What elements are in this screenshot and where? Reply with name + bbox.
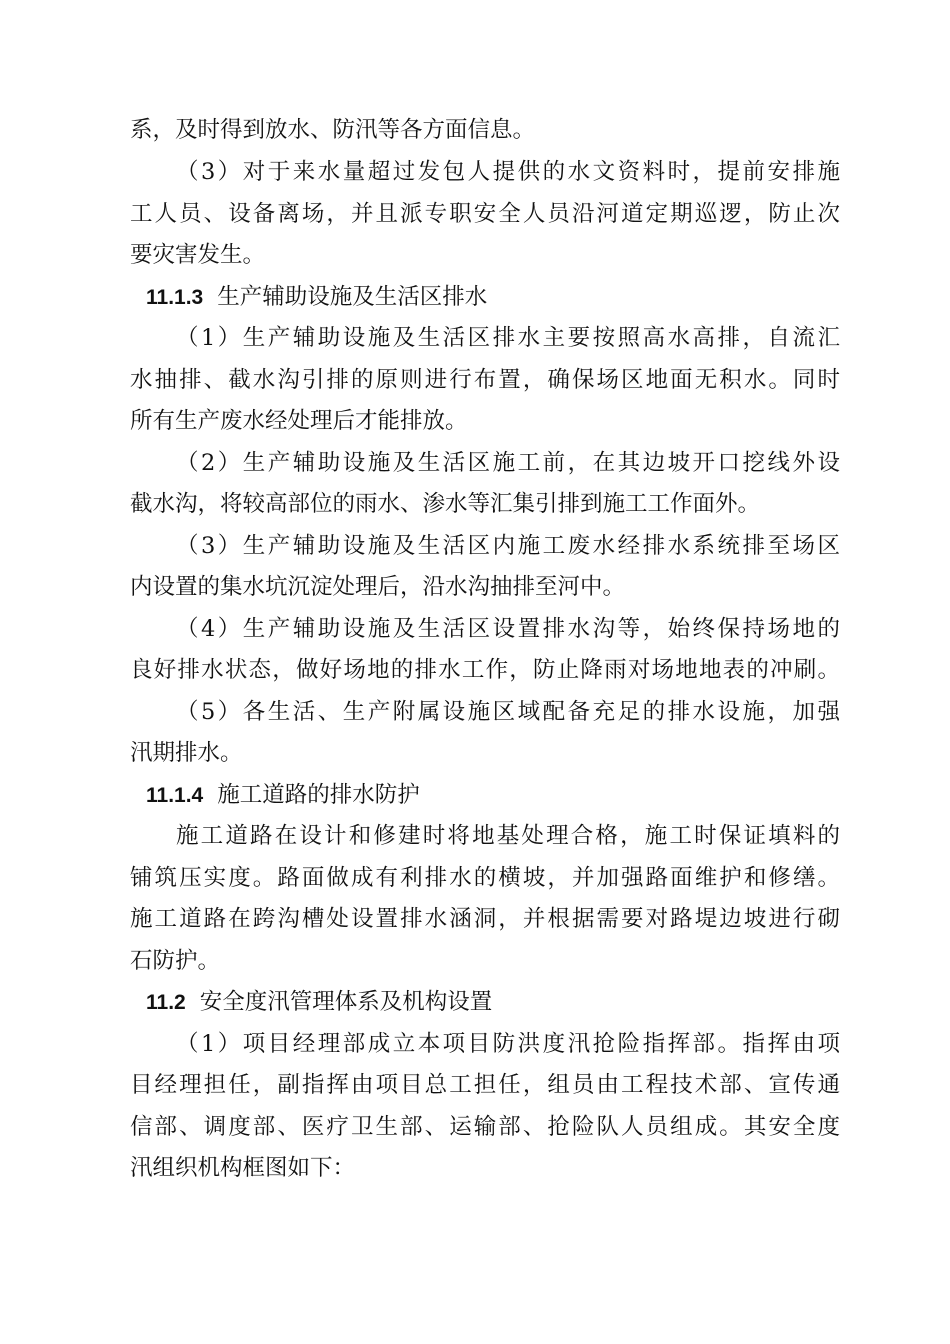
paragraph-line: 所有生产废水经处理后才能排放。: [130, 408, 468, 434]
paragraph-line: （1）项目经理部成立本项目防洪度汛抢险指挥部。指挥由项: [176, 1031, 840, 1057]
paragraph-line: 目经理担任，副指挥由项目总工担任，组员由工程技术部、宣传通: [130, 1072, 840, 1098]
paragraph-line: 铺筑压实度。路面做成有利排水的横坡，并加强路面维护和修缮。: [130, 865, 840, 891]
paragraph-line: 系，及时得到放水、防汛等各方面信息。: [130, 117, 536, 143]
paragraph-line: 信部、调度部、医疗卫生部、运输部、抢险队人员组成。其安全度: [130, 1114, 840, 1140]
paragraph-line: （1）生产辅助设施及生活区排水主要按照高水高排，自流汇: [176, 325, 840, 351]
section-heading-11-1-3: [146, 278, 856, 316]
heading-number: 11.1.3: [146, 286, 204, 309]
heading-title: 施工道路的排水防护: [217, 782, 420, 808]
paragraph-line: 要灾害发生。: [130, 242, 266, 268]
paragraph-line: 水抽排、截水沟引排的原则进行布置，确保场区地面无积水。同时: [130, 367, 840, 393]
paragraph-line: 截水沟，将较高部位的雨水、渗水等汇集引排到施工工作面外。: [130, 491, 761, 517]
paragraph-line: （5）各生活、生产附属设施区域配备充足的排水设施，加强: [176, 699, 840, 725]
paragraph-line: 石防护。: [130, 948, 221, 974]
paragraph-line: 良好排水状态，做好场地的排水工作，防止降雨对场地地表的冲刷。: [130, 657, 840, 683]
paragraph-line: （3）对于来水量超过发包人提供的水文资料时，提前安排施: [176, 159, 840, 185]
heading-number: 11.2: [146, 991, 186, 1014]
paragraph-line: 工人员、设备离场，并且派专职安全人员沿河道定期巡逻，防止次: [130, 201, 840, 227]
paragraph-line: （2）生产辅助设施及生活区施工前，在其边坡开口挖线外设: [176, 450, 840, 476]
paragraph-line: （3）生产辅助设施及生活区内施工废水经排水系统排至场区: [176, 533, 840, 559]
paragraph-line: （4）生产辅助设施及生活区设置排水沟等，始终保持场地的: [176, 616, 840, 642]
heading-number: 11.1.4: [146, 784, 204, 807]
heading-title: 安全度汛管理体系及机构设置: [199, 989, 493, 1015]
paragraph-line: 施工道路在跨沟槽处设置排水涵洞，并根据需要对路堤边坡进行砌: [130, 906, 840, 932]
paragraph-line: 汛组织机构框图如下：: [130, 1155, 356, 1181]
section-heading-11-2: [146, 983, 856, 1021]
section-heading-11-1-4: [146, 776, 856, 814]
paragraph-line: 施工道路在设计和修建时将地基处理合格，施工时保证填料的: [176, 823, 840, 849]
heading-title: 生产辅助设施及生活区排水: [217, 284, 488, 310]
paragraph-line: 内设置的集水坑沉淀处理后，沿水沟抽排至河中。: [130, 574, 626, 600]
paragraph-line: 汛期排水。: [130, 740, 243, 766]
